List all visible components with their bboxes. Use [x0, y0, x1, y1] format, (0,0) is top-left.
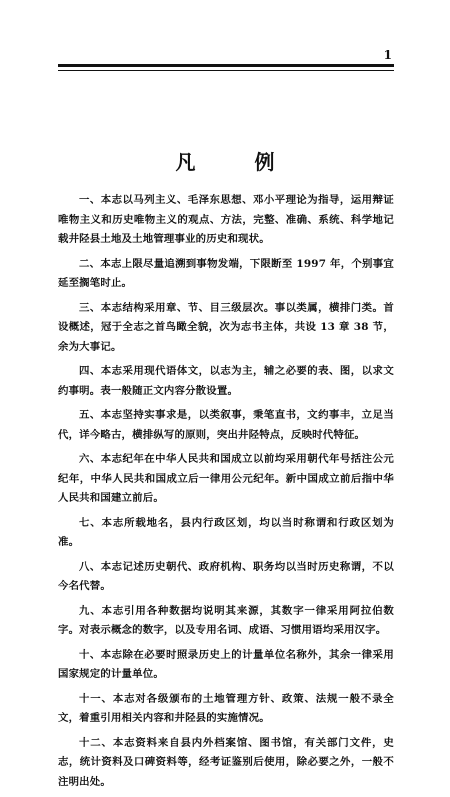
header-rule-thick — [58, 64, 394, 67]
paragraph: 九、本志引用各种数据均说明其来源，其数字一律采用阿拉伯数字。对表示概念的数字，以及专用名词、成语、习惯用语均采用汉字。 — [58, 604, 394, 636]
paragraph: 一、本志以马列主义、毛泽东思想、邓小平理论为指导，运用辩证唯物主义和历史唯物主义的观点、方法，完整、准确、系统、科学地记载井陉县土地及土地管理事业的历史和现状。 — [58, 194, 394, 245]
paragraph: 十一、本志对各级颁布的土地管理方针、政策、法规一般不录全文，着重引用相关内容和井陉县的实施情况。 — [58, 692, 394, 724]
paragraph: 八、本志记述历史朝代、政府机构、职务均以当时历史称谓，不以今名代替。 — [58, 560, 394, 592]
paragraph: 十二、本志资料来自县内外档案馆、图书馆，有关部门文件，史志，统计资料及口碑资料等，经考证鉴别后使用，除必要之外，一般不注明出处。 — [58, 736, 394, 788]
page-number: 1 — [383, 48, 392, 62]
paragraph: 三、本志结构采用章、节、目三级层次。事以类属，横排门类。首设概述，冠于全志之首鸟瞰全貌，次为志书主体，共设 13 章 38 节，余为大事记。 — [58, 301, 394, 353]
paragraph: 六、本志纪年在中华人民共和国成立以前均采用朝代年号括注公元纪年，中华人民共和国成立后一律用公元纪年。新中国成立前后指中华人民共和国建立前后。 — [58, 453, 394, 504]
page-title: 凡 例 — [175, 150, 301, 174]
header-rule-thin — [58, 70, 394, 71]
paragraph: 十、本志除在必要时照录历史上的计量单位名称外，其余一律采用国家规定的计量单位。 — [58, 648, 394, 680]
document-body — [58, 191, 394, 797]
paragraph: 五、本志坚持实事求是，以类叙事，秉笔直书，文约事丰，立足当代，详今略古，横排纵写的原则，突出井陉特点，反映时代特征。 — [58, 409, 394, 441]
paragraph: 二、本志上限尽量追溯到事物发端，下限断至 1997 年，个别事宜延至搁笔时止。 — [58, 257, 394, 289]
paragraph: 七、本志所载地名，县内行政区划，均以当时称谓和行政区划为准。 — [58, 516, 394, 548]
paragraph: 四、本志采用现代语体文，以志为主，辅之必要的表、图，以求文约事明。表一般随正文内容分散设置。 — [58, 365, 394, 397]
